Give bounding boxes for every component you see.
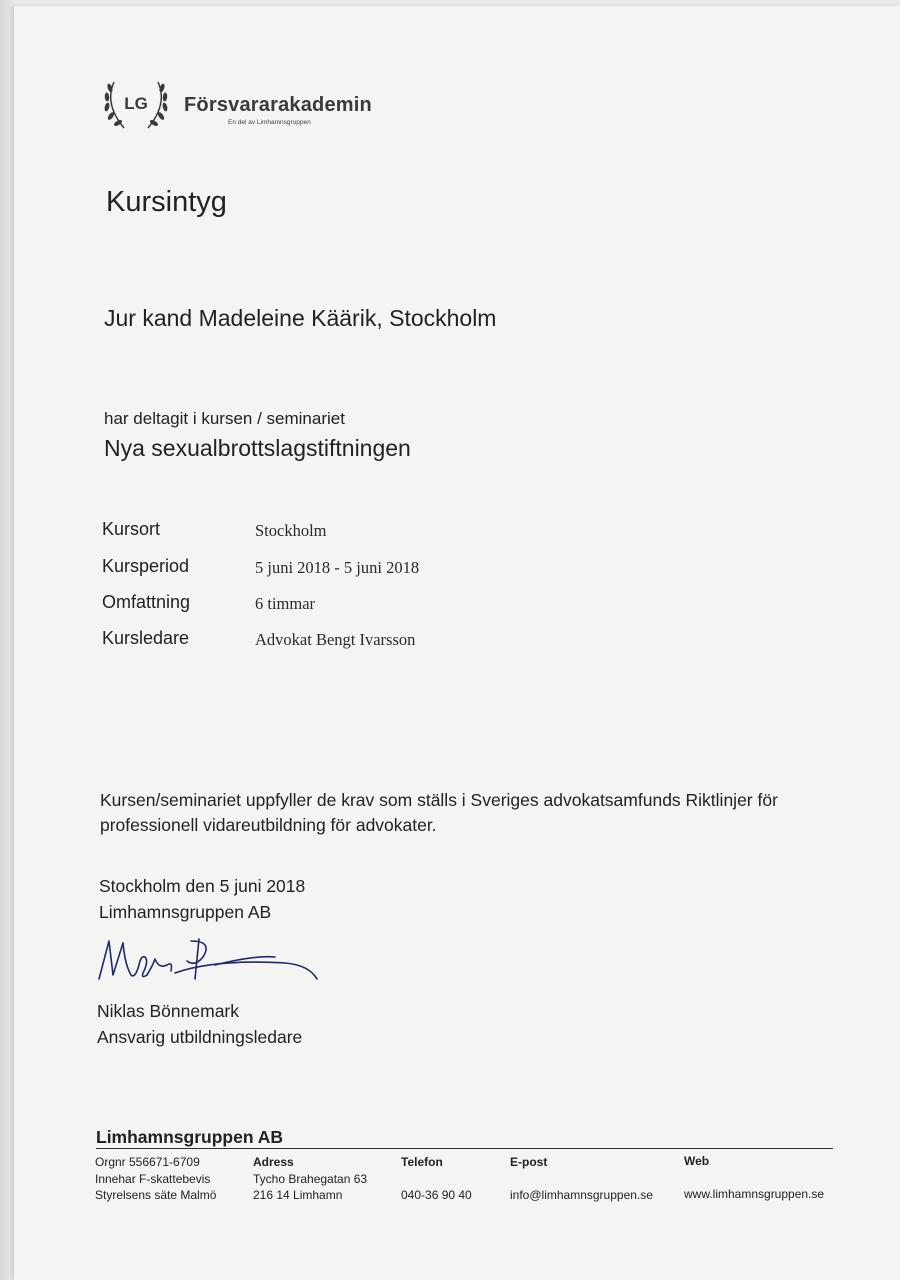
footer-company: Limhamnsgruppen AB bbox=[96, 1127, 283, 1147]
laurel-icon bbox=[100, 72, 180, 134]
footer-address-line2: 216 14 Limhamn bbox=[253, 1188, 343, 1202]
detail-label-omfattning: Omfattning bbox=[102, 592, 191, 612]
accreditation-statement: Kursen/seminariet uppfyller de krav som ställs i Sveriges advokatsamfunds Riktlinjer för professionell vidareutbildning för advokater. bbox=[100, 790, 778, 835]
logo-tagline: En del av Limhamnsgruppen bbox=[228, 119, 311, 126]
footer-company-info bbox=[95, 1154, 216, 1204]
participated-text: har deltagit i kursen / seminariet bbox=[104, 409, 345, 428]
detail-label-kursledare: Kursledare bbox=[102, 628, 190, 648]
detail-value-kursledare: Advokat Bengt Ivarsson bbox=[255, 630, 416, 649]
document-title: Kursintyg bbox=[106, 186, 227, 218]
footer-address-label: Adress bbox=[253, 1155, 294, 1169]
signer-name: Niklas Bönnemark bbox=[97, 1001, 239, 1021]
participant-name: Jur kand Madeleine Käärik, Stockholm bbox=[104, 305, 497, 331]
footer-web bbox=[684, 1153, 824, 1203]
footer-email-label: E-post bbox=[510, 1155, 548, 1169]
signer-title: Ansvarig utbildningsledare bbox=[97, 1027, 303, 1047]
footer-orgnr: Orgnr 556671-6709 bbox=[95, 1155, 200, 1169]
logo-mark: LG bbox=[124, 94, 148, 113]
footer-email-value: info@limhamnsgruppen.se bbox=[510, 1188, 653, 1202]
footer-phone-value: 040-36 90 40 bbox=[401, 1188, 472, 1202]
footer-divider bbox=[96, 1148, 833, 1149]
footer-web-label: Web bbox=[684, 1154, 710, 1168]
footer-ftax: Innehar F-skattebevis bbox=[95, 1171, 211, 1186]
detail-value-kursort: Stockholm bbox=[255, 521, 327, 540]
footer-email bbox=[510, 1154, 653, 1204]
logo bbox=[100, 72, 390, 134]
detail-label-kursort: Kursort bbox=[102, 519, 161, 539]
signer-block bbox=[97, 998, 302, 1050]
detail-value-kursperiod: 5 juni 2018 - 5 juni 2018 bbox=[255, 558, 420, 577]
place-date: Stockholm den 5 juni 2018 bbox=[99, 876, 306, 896]
signature bbox=[95, 935, 335, 987]
footer-seat: Styrelsens säte Malmö bbox=[95, 1188, 217, 1202]
course-name: Nya sexualbrottslagstiftningen bbox=[104, 435, 411, 461]
detail-value-omfattning: 6 timmar bbox=[255, 594, 316, 613]
paper-edge bbox=[0, 0, 14, 1280]
footer-address bbox=[253, 1154, 367, 1204]
footer-phone-label: Telefon bbox=[401, 1155, 443, 1169]
footer-web-value: www.limhamnsgruppen.se bbox=[684, 1187, 825, 1201]
logo-name: Försvararakademin bbox=[184, 94, 372, 116]
footer-phone bbox=[401, 1154, 472, 1204]
issue-block bbox=[99, 873, 305, 925]
detail-label-kursperiod: Kursperiod bbox=[102, 556, 190, 576]
footer-address-line1: Tycho Brahegatan 63 bbox=[253, 1171, 368, 1186]
organization-name: Limhamnsgruppen AB bbox=[99, 902, 272, 922]
